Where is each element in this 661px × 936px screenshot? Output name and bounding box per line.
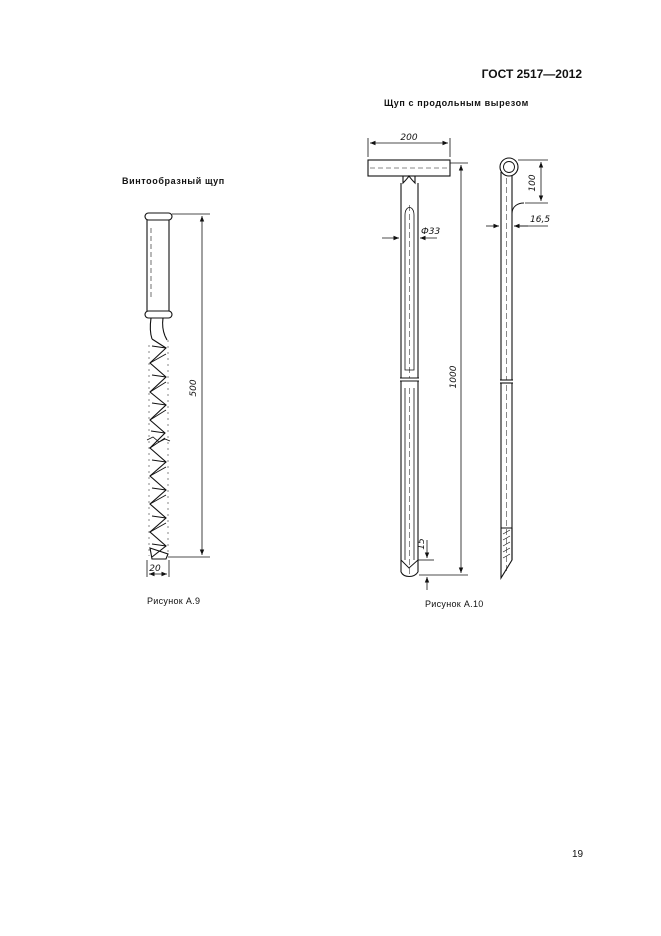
- slot-offset-dimension: 16,5: [530, 215, 551, 225]
- tube-diameter-dimension: Ф33: [421, 227, 441, 237]
- ring-offset-dimension: 100: [528, 174, 538, 192]
- screw-width-dimension: 20: [149, 564, 161, 574]
- screw-sampler-drawing: [145, 213, 172, 559]
- figure-a9-caption: Рисунок А.9: [147, 596, 201, 606]
- figure-a9-title: Винтообразный щуп: [122, 176, 225, 186]
- page-number: 19: [572, 849, 584, 860]
- screw-sampler-dimensions: [147, 214, 210, 577]
- tip-length-dimension: 15: [417, 538, 427, 550]
- screw-length-dimension: 500: [189, 379, 199, 397]
- slotted-sampler-front-view: [368, 160, 450, 577]
- document-standard-number: ГОСТ 2517—2012: [481, 67, 582, 81]
- figure-a10-caption: Рисунок А.10: [425, 599, 484, 609]
- figure-a10-title: Щуп с продольным вырезом: [384, 98, 529, 108]
- sampler-length-dimension: 1000: [449, 365, 459, 389]
- handle-length-dimension: 200: [400, 133, 418, 143]
